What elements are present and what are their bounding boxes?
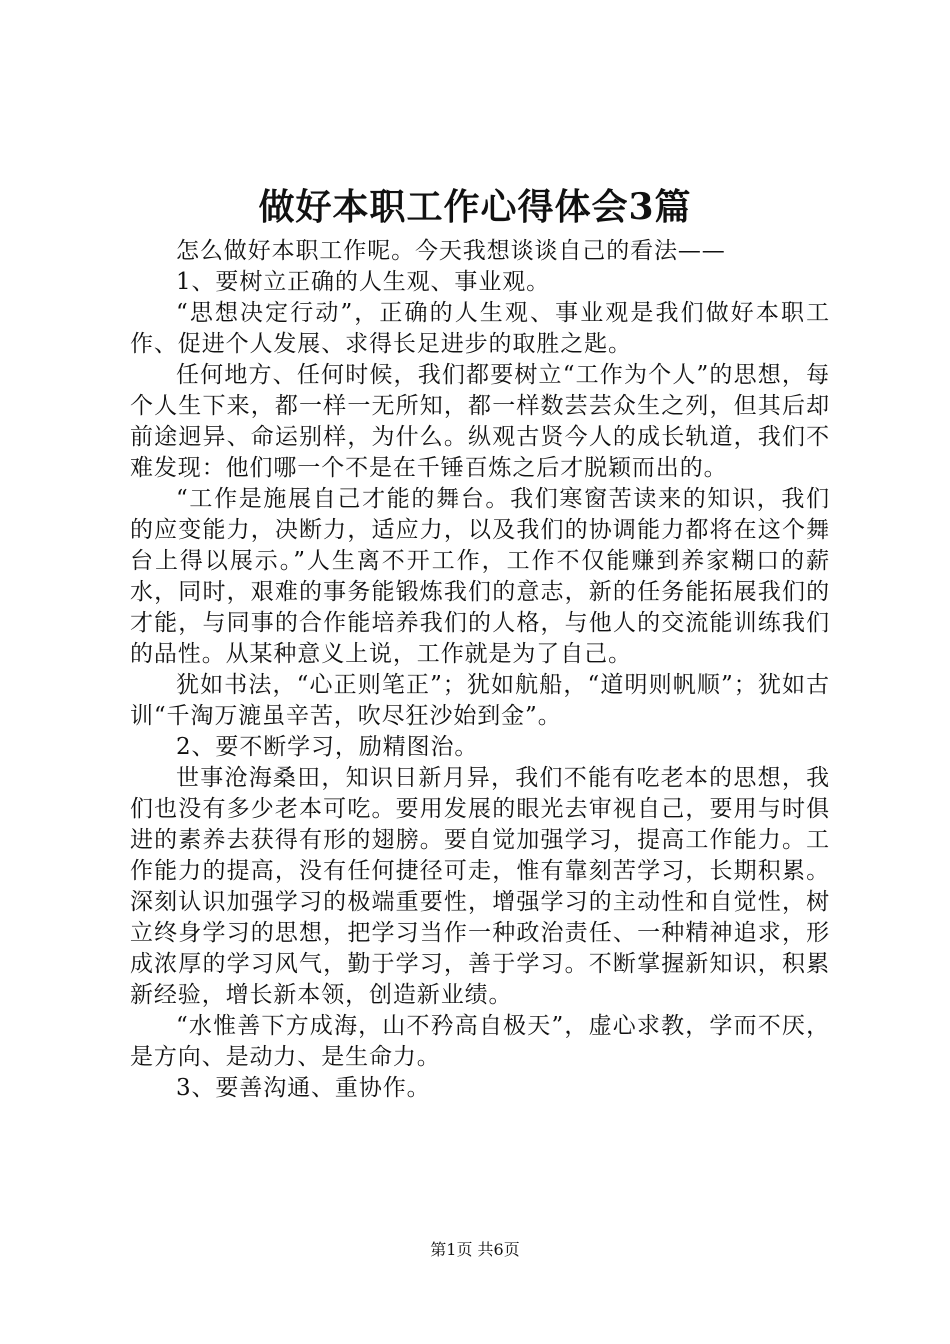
paragraph: “思想决定行动”，正确的人生观、事业观是我们做好本职工作、促进个人发展、求得长足进步的取胜之匙。 [130, 300, 830, 357]
document-title: 做好本职工作心得体会3篇 [258, 186, 692, 228]
document-body [130, 236, 830, 1104]
paragraph-heading-2: 2、要不断学习，励精图治。 [176, 734, 479, 760]
paragraph: 世事沧海桑田，知识日新月异，我们不能有吃老本的思想，我们也没有多少老本可吃。要用发展的眼光去审视自己，要用与时俱进的素养去获得有形的翅膀。要自觉加强学习，提高工作能力。工作能力的提高，没有任何捷径可走，惟有靠刻苦学习，长期积累。深刻认识加强学习的极端重要性，增强学习的主动性和自觉性，树立终身学习的思想，把学习当作一种政治责任、一种精神追求，形成浓厚的学习风气，勤于学习，善于学习。不断掌握新知识，积累新经验，增长新本领，创造新业绩。 [130, 765, 830, 1008]
paragraph: “水惟善下方成海，山不矜高自极天”，虚心求教，学而不厌，是方向、是动力、是生命力。 [130, 1013, 830, 1070]
paragraph: 犹如书法，“心正则笔正”；犹如航船，“道明则帆顺”；犹如古训“千淘万漉虽辛苦，吹尽狂沙始到金”。 [130, 672, 830, 729]
paragraph-heading-3: 3、要善沟通、重协作。 [176, 1075, 431, 1101]
paragraph: 任何地方、任何时候，我们都要树立“工作为个人”的思想，每个人生下来，都一样一无所知，都一样数芸芸众生之列，但其后却前途迥异、命运别样，为什么。纵观古贤今人的成长轨道，我们不难发现：他们哪一个不是在千锤百炼之后才脱颖而出的。 [130, 362, 830, 481]
paragraph: “工作是施展自己才能的舞台。我们寒窗苦读来的知识，我们的应变能力，决断力，适应力，以及我们的协调能力都将在这个舞台上得以展示。”人生离不开工作，工作不仅能赚到养家糊口的薪水，同时，艰难的事务能锻炼我们的意志，新的任务能拓展我们的才能，与同事的合作能培养我们的人格，与他人的交流能训练我们的品性。从某种意义上说，工作就是为了自己。 [130, 486, 830, 667]
page-number-footer: 第1页 共6页 [430, 1240, 520, 1259]
paragraph-intro: 怎么做好本职工作呢。今天我想谈谈自己的看法—— [176, 238, 726, 264]
paragraph-heading-1: 1、要树立正确的人生观、事业观。 [176, 269, 551, 295]
